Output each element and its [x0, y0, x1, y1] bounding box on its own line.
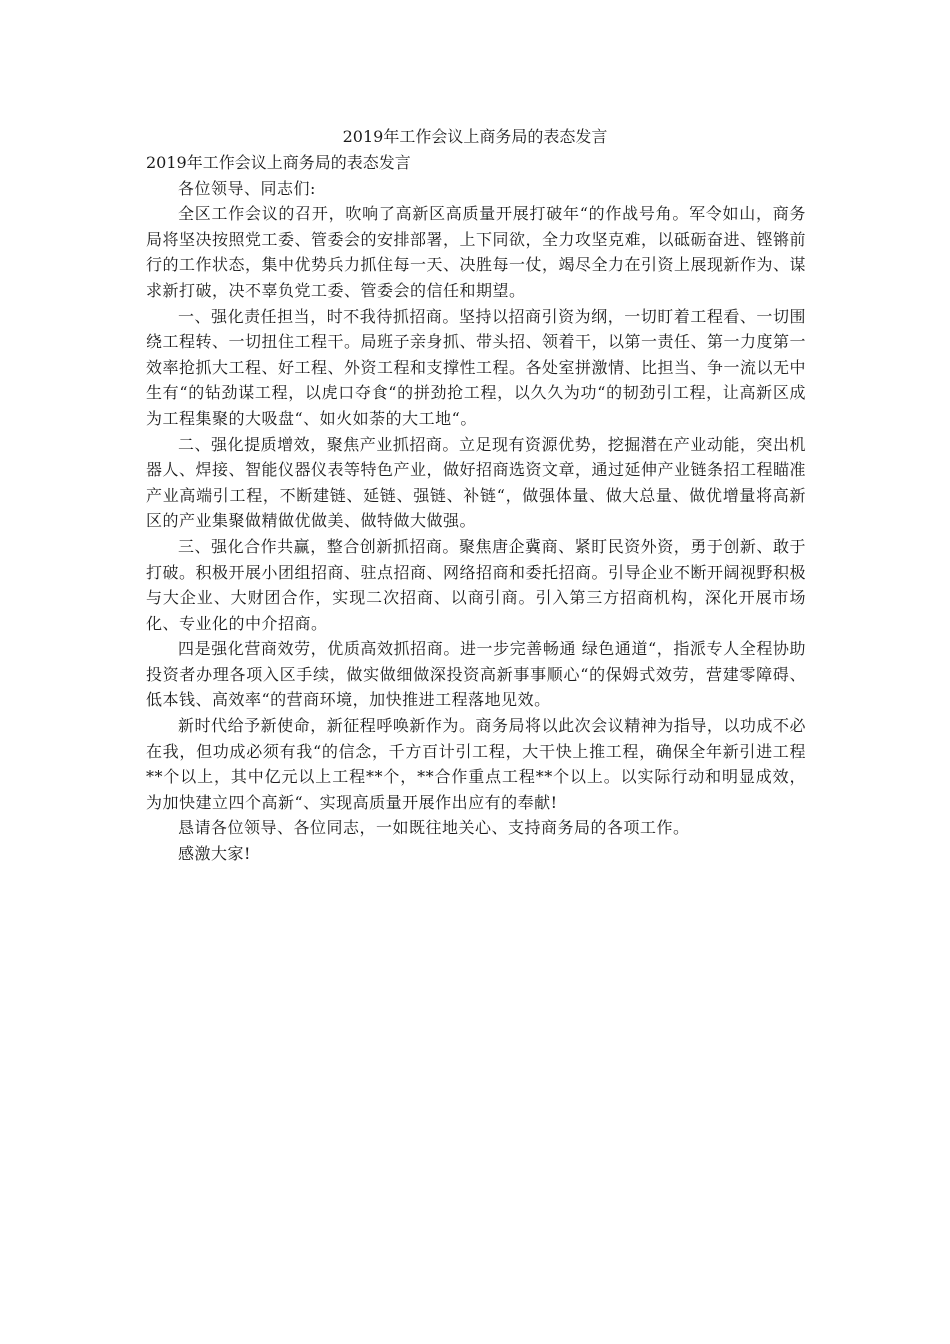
paragraph-request: 恳请各位领导、各位同志，一如既往地关心、支持商务局的各项工作。 [178, 818, 690, 838]
paragraph-thanks: 感激大家! [178, 844, 251, 864]
document-body [146, 150, 806, 867]
paragraph-point-3: 三、强化合作共赢，整合创新抓招商。聚焦唐企冀商、紧盯民资外资，勇于创新、敢于打破。积极开展小团组招商、驻点招商、网络招商和委托招商。引导企业不断开阔视野积极与大企业、大财团合作，实现二次招商、以商引商。引入第三方招商机构，深化开展市场化、专业化的中介招商。 [146, 536, 807, 633]
document-title: 2019年工作会议上商务局的表态发言 [342, 127, 608, 146]
paragraph-commitment: 新时代给予新使命，新征程呼唤新作为。商务局将以此次会议精神为指导，以功成不必在我，但功成必须有我“的信念，千方百计引工程，大干快上推工程，确保全年新引进工程**个以上，其中亿元以上工程**个，**合作重点工程**个以上。以实际行动和明显成效，为加快建立四个高新“、实现高质量开展作出应有的奉献! [146, 716, 806, 812]
paragraph-point-1: 一、强化责任担当，时不我待抓招商。坚持以招商引资为纲，一切盯着工程看、一切围绕工程转、一切扭住工程干。局班子亲身抓、带头招、领着干，以第一责任、第一力度第一效率抢抓大工程、好工程、外资工程和支撑性工程。各处室拼激情、比担当、争一流以无中生有“的钻劲谋工程，以虎口夺食“的拼劲抢工程，以久久为功“的韧劲引工程，让高新区成为工程集聚的大吸盘“、如火如荼的大工地“。 [146, 306, 807, 428]
paragraph-point-4: 四是强化营商效劳，优质高效抓招商。进一步完善畅通 绿色通道“，指派专人全程协助投资者办理各项入区手续，做实做细做深投资高新事事顺心“的保姆式效劳，营建零障碍、低本钱、高效率“的营商环境，加快推进工程落地见效。 [146, 639, 806, 710]
paragraph-point-2: 二、强化提质增效，聚焦产业抓招商。立足现有资源优势，挖掘潜在产业动能，突出机器人、焊接、智能仪器仪表等特色产业，做好招商选资文章，通过延伸产业链条招工程瞄准产业高端引工程，不断建链、延链、强链、补链“，做强体量、做大总量、做优增量将高新区的产业集聚做精做优做美、做特做大做强。 [146, 434, 807, 531]
paragraph-salutation: 各位领导、同志们: [178, 178, 316, 198]
document-subtitle: 2019年工作会议上商务局的表态发言 [146, 153, 411, 172]
paragraph-intro: 全区工作会议的召开，吹响了高新区高质量开展打破年“的作战号角。军令如山，商务局将坚决按照党工委、管委会的安排部署，上下同欲，全力攻坚克难，以砥砺奋进、铿锵前行的工作状态，集中优势兵力抓住每一天、决胜每一仗，竭尽全力在引资上展现新作为、谋求新打破，决不辜负党工委、管委会的信任和期望。 [146, 204, 807, 300]
